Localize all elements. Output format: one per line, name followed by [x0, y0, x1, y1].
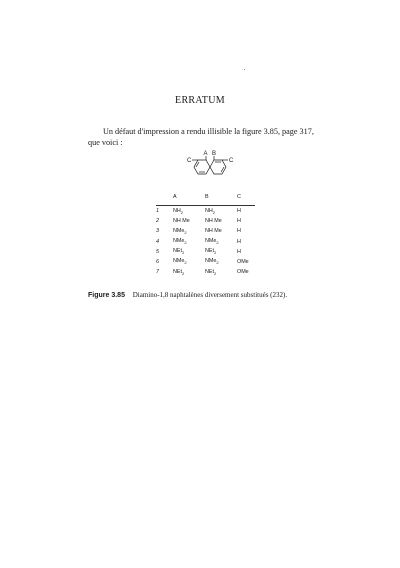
- cell-c: H: [237, 248, 241, 255]
- label-c-right: C: [229, 158, 234, 164]
- cell-b: NH Me: [205, 218, 222, 225]
- table-row: [156, 257, 255, 267]
- cell-b: NEt$_2$: [205, 268, 217, 276]
- table-row: [156, 226, 255, 236]
- row-index: 4: [156, 238, 159, 245]
- cell-c: H: [237, 238, 241, 245]
- row-index: 3: [156, 228, 159, 235]
- cell-a: NMe$_2$: [173, 227, 187, 235]
- cell-b: NH Me: [205, 228, 222, 235]
- cell-a: $NH_2$: [173, 207, 184, 215]
- cell-a: NEt$_2$: [173, 268, 185, 276]
- cell-b: NMe$_2$: [205, 258, 219, 266]
- table-header-row: [156, 193, 255, 206]
- cell-a: NMe$_2$: [173, 258, 187, 266]
- figure-caption: [88, 291, 348, 299]
- cell-c: OMe: [237, 269, 249, 276]
- table-row: [156, 267, 255, 277]
- table-row: [156, 237, 255, 247]
- caption-text: Diamino-1,8 naphtalènes diversement substitués (232).: [132, 291, 288, 299]
- cell-b: NEt$_2$: [205, 248, 217, 256]
- row-index: 1: [156, 208, 159, 215]
- label-a: A: [203, 151, 208, 157]
- cell-a: NEt$_2$: [173, 248, 185, 256]
- table-row: [156, 247, 255, 257]
- cell-c: H: [237, 218, 241, 225]
- caption-label: Figure 3.85: [88, 292, 125, 299]
- table-row: [156, 216, 255, 226]
- intro-line-2: que voici :: [88, 138, 123, 147]
- row-index: 6: [156, 259, 159, 266]
- cell-c: H: [237, 208, 241, 215]
- row-index: 2: [156, 218, 159, 225]
- cell-a: NMe$_2$: [173, 238, 187, 246]
- header-b: B: [205, 193, 237, 206]
- label-b: B: [212, 151, 217, 157]
- intro-paragraph: [88, 126, 338, 148]
- page-title: ERRATUM: [175, 95, 225, 106]
- label-c-left: C: [187, 158, 192, 164]
- row-index: 7: [156, 269, 159, 276]
- cell-a: NH Me: [173, 218, 190, 225]
- substituent-table: [156, 193, 255, 277]
- cell-c: OMe: [237, 259, 249, 266]
- cell-b: NMe$_2$: [205, 238, 219, 246]
- naphthalene-structure: [180, 148, 240, 183]
- row-index: 5: [156, 248, 159, 255]
- intro-line-1: Un défaut d'impression a rendu illisible la figure 3.85, page 317,: [103, 127, 314, 136]
- cell-c: H: [237, 228, 241, 235]
- header-c: C: [237, 193, 255, 206]
- table-row: [156, 206, 255, 217]
- stray-mark: [244, 69, 245, 70]
- header-index: [156, 193, 173, 206]
- cell-b: $NH_2$: [205, 207, 216, 215]
- header-a: A: [173, 193, 205, 206]
